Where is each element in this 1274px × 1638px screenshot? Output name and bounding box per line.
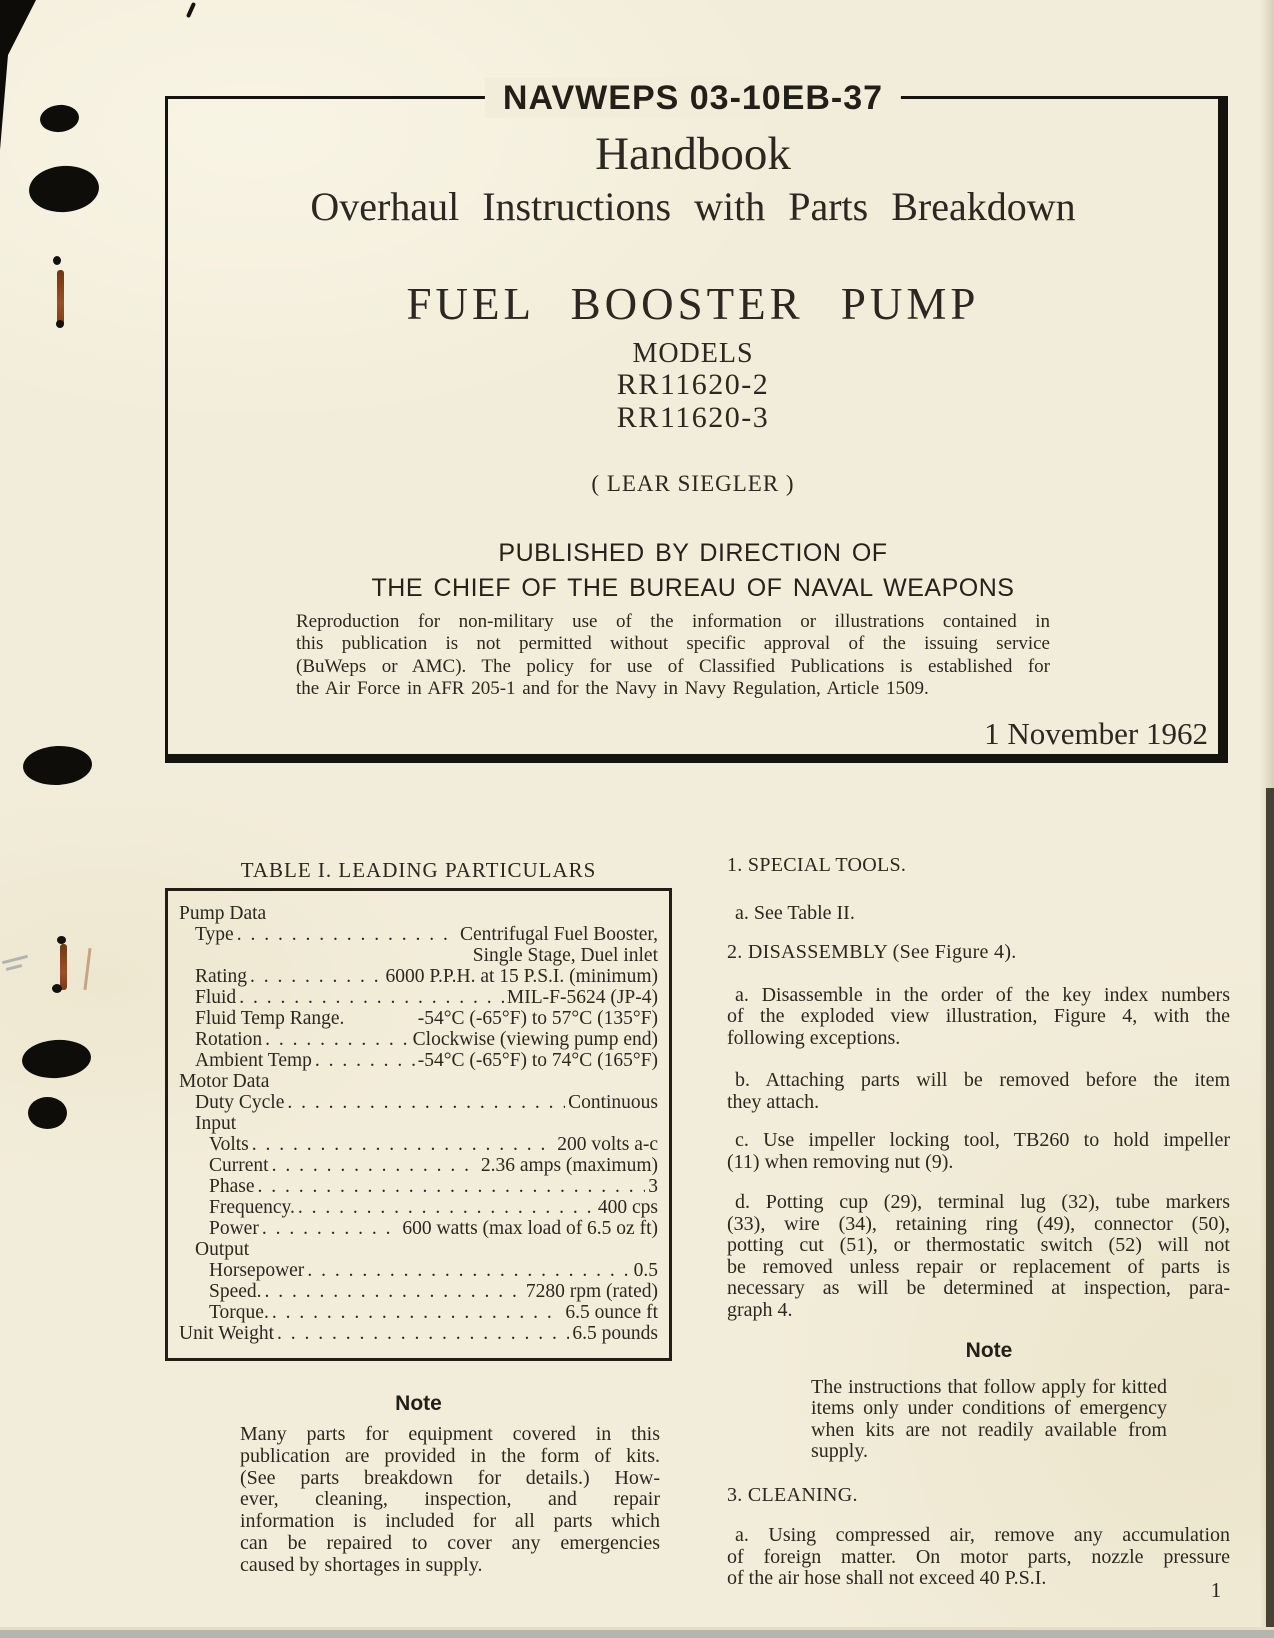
paragraph-line: potting cut (51), or thermostatic switch (52) will not bbox=[727, 1234, 1230, 1256]
paragraph bbox=[727, 1130, 1230, 1173]
table-row bbox=[179, 1239, 658, 1260]
table-row bbox=[179, 1218, 658, 1239]
row-value: 6000 P.P.H. at 15 P.S.I. (minimum) bbox=[385, 966, 658, 987]
section-heading-cleaning: 3. CLEANING. bbox=[727, 1483, 858, 1506]
table-row bbox=[179, 945, 658, 966]
paragraph-line: of the air hose shall not exceed 40 P.S.I. bbox=[727, 1567, 1047, 1589]
row-value: 200 volts a-c bbox=[557, 1134, 658, 1155]
paragraph-line: they attach. bbox=[727, 1090, 820, 1113]
right-note-heading: Note bbox=[965, 1339, 1013, 1362]
row-label: Volts bbox=[209, 1134, 249, 1155]
binder-hole bbox=[27, 164, 100, 215]
table-row bbox=[179, 1260, 658, 1281]
table1-leading-particulars bbox=[165, 888, 672, 1361]
dot-leader bbox=[277, 1323, 569, 1344]
published-by-line: PUBLISHED BY DIRECTION OF bbox=[498, 539, 888, 567]
table-row bbox=[179, 1197, 658, 1218]
row-value: MIL-F-5624 (JP-4) bbox=[506, 987, 658, 1008]
dot-leader bbox=[237, 924, 457, 945]
paragraph bbox=[727, 1070, 1230, 1113]
note-line: (See parts breakdown for details.) How- bbox=[240, 1466, 660, 1489]
paragraph-line: c. Use impeller locking tool, TB260 to hold impeller bbox=[735, 1129, 1230, 1151]
paragraph-line: b. Attaching parts will be removed before the item bbox=[735, 1069, 1230, 1091]
dot-leader bbox=[315, 1050, 415, 1071]
note-line: when kits are not readily available from bbox=[811, 1418, 1167, 1441]
title-handbook: Handbook bbox=[595, 128, 791, 180]
table-row bbox=[179, 1113, 658, 1134]
staple-dot bbox=[57, 936, 66, 944]
note-line: supply. bbox=[811, 1440, 869, 1462]
section-heading-disassembly: 2. DISASSEMBLY (See Figure 4). bbox=[727, 941, 1017, 963]
right-note-text bbox=[811, 1377, 1167, 1463]
table-row bbox=[179, 1176, 658, 1197]
note-line: ever, cleaning, inspection, and repair bbox=[240, 1488, 660, 1511]
notice-line: Reproduction for non-military use of the information or illustrations contained in bbox=[296, 611, 1050, 632]
row-label: Current bbox=[209, 1155, 269, 1176]
dot-leader bbox=[239, 987, 504, 1008]
rusty-staple-mark bbox=[60, 944, 67, 990]
table-row bbox=[179, 924, 658, 945]
table1-title: TABLE I. LEADING PARTICULARS bbox=[240, 858, 597, 882]
table-row bbox=[179, 1134, 658, 1155]
row-value: -54°C (-65°F) to 57°C (135°F) bbox=[417, 1008, 658, 1029]
row-label: Input bbox=[195, 1113, 237, 1134]
rust-scratch bbox=[83, 948, 91, 990]
table-row bbox=[179, 903, 658, 924]
paragraph bbox=[727, 903, 1230, 925]
row-value: 6.5 pounds bbox=[572, 1323, 658, 1344]
paragraph-line: (11) when removing nut (9). bbox=[727, 1150, 954, 1173]
table-row bbox=[179, 987, 658, 1008]
paragraph bbox=[727, 1525, 1230, 1590]
page-right-edge-line bbox=[1266, 788, 1274, 1638]
row-label: Output bbox=[195, 1239, 250, 1260]
page-number: 1 bbox=[1210, 1578, 1222, 1602]
title-block bbox=[165, 79, 1228, 763]
dot-leader bbox=[307, 1260, 630, 1281]
paragraph-line: (33), wire (34), retaining ring (49), connector (50), bbox=[727, 1212, 1230, 1235]
paragraph-line: of foreign matter. On motor parts, nozzle pressure bbox=[727, 1545, 1230, 1568]
notice-line: the Air Force in AFR 205-1 and for the Navy in Navy Regulation, Article 1509. bbox=[296, 678, 929, 700]
row-label: Power bbox=[209, 1218, 259, 1239]
row-label: Frequency. bbox=[209, 1197, 295, 1218]
row-label: Duty Cycle bbox=[195, 1092, 285, 1113]
paragraph-line: following exceptions. bbox=[727, 1026, 901, 1049]
dot-leader bbox=[272, 1302, 563, 1323]
paragraph-line: a. Using compressed air, remove any accumulation bbox=[735, 1524, 1230, 1546]
row-value: 400 cps bbox=[597, 1197, 658, 1218]
note-line: The instructions that follow apply for kitted bbox=[811, 1375, 1167, 1398]
paragraph-line: graph 4. bbox=[727, 1298, 793, 1321]
note-line: items only under conditions of emergency bbox=[811, 1397, 1167, 1419]
row-value: Centrifugal Fuel Booster, bbox=[460, 924, 658, 945]
row-label: Speed. bbox=[209, 1281, 262, 1302]
table-row bbox=[179, 1302, 658, 1323]
binder-hole bbox=[22, 744, 93, 787]
dot-leader bbox=[298, 1197, 595, 1218]
row-value: 2.36 amps (maximum) bbox=[480, 1155, 658, 1176]
row-value: 3 bbox=[648, 1176, 658, 1197]
note-line: Many parts for equipment covered in this bbox=[240, 1423, 660, 1445]
row-label: Rotation bbox=[195, 1029, 263, 1050]
ink-tick-mark bbox=[186, 2, 196, 18]
table-row bbox=[179, 1092, 658, 1113]
row-value: 7280 rpm (rated) bbox=[525, 1281, 658, 1302]
binder-hole bbox=[21, 1038, 92, 1081]
model-number-1: RR11620-2 bbox=[616, 368, 770, 401]
table-row bbox=[179, 1050, 658, 1071]
note-line: information is included for all parts which bbox=[240, 1510, 660, 1533]
row-label: Pump Data bbox=[179, 903, 267, 924]
row-label: Torque. bbox=[209, 1302, 269, 1323]
notice-line: this publication is not permitted without specific approval of the issuing service bbox=[296, 633, 1050, 655]
table-row bbox=[179, 1323, 658, 1344]
dot-leader bbox=[287, 1092, 565, 1113]
section-heading-special-tools: 1. SPECIAL TOOLS. bbox=[727, 854, 907, 876]
note-line: publication are provided in the form of kits. bbox=[240, 1444, 660, 1467]
row-label: Rating bbox=[195, 966, 247, 987]
table-row bbox=[179, 1071, 658, 1092]
publication-date: 1 November 1962 bbox=[984, 716, 1208, 751]
row-value: Clockwise (viewing pump end) bbox=[412, 1029, 658, 1050]
page-bottom-edge bbox=[0, 1630, 1274, 1638]
title-overhaul-instructions: Overhaul Instructions with Parts Breakdown bbox=[310, 184, 1076, 229]
paragraph-line: a. Disassemble in the order of the key index numbers bbox=[735, 983, 1230, 1006]
row-label: Phase bbox=[209, 1176, 255, 1197]
reproduction-notice bbox=[296, 611, 1050, 701]
pencil-smudge bbox=[2, 955, 28, 964]
dot-leader bbox=[258, 1176, 646, 1197]
notice-line: (BuWeps or AMC). The policy for use of Classified Publications is established for bbox=[296, 655, 1050, 677]
dot-leader bbox=[262, 1218, 400, 1239]
manufacturer: ( LEAR SIEGLER ) bbox=[591, 471, 795, 496]
paragraph bbox=[727, 985, 1230, 1050]
dot-leader bbox=[265, 1281, 523, 1302]
row-label: Fluid Temp Range. bbox=[195, 1008, 345, 1029]
note-line: can be repaired to cover any emergencies bbox=[240, 1531, 660, 1554]
row-value: 0.5 bbox=[633, 1260, 658, 1281]
models-label: MODELS bbox=[632, 338, 754, 369]
staple-dot bbox=[56, 320, 64, 328]
staple-dot bbox=[53, 256, 61, 265]
dot-leader bbox=[252, 1134, 555, 1155]
paragraph-line: d. Potting cup (29), terminal lug (32), tube markers bbox=[735, 1191, 1230, 1213]
row-label: Fluid bbox=[195, 987, 237, 1008]
row-value: Single Stage, Duel inlet bbox=[472, 945, 658, 966]
bureau-line: THE CHIEF OF THE BUREAU OF NAVAL WEAPONS bbox=[371, 574, 1015, 602]
paragraph bbox=[727, 1192, 1230, 1321]
row-value: -54°C (-65°F) to 74°C (165°F) bbox=[417, 1050, 658, 1071]
left-note-text bbox=[240, 1424, 660, 1577]
paragraph-line: of the exploded view illustration, Figure 4, with the bbox=[727, 1005, 1230, 1027]
paragraph-line: a. See Table II. bbox=[735, 901, 855, 924]
row-label: Ambient Temp bbox=[195, 1050, 312, 1071]
table-row bbox=[179, 966, 658, 987]
binder-hole bbox=[28, 1097, 67, 1129]
dot-leader bbox=[250, 966, 383, 987]
note-line: caused by shortages in supply. bbox=[240, 1553, 483, 1576]
paragraph-line: be removed unless repair or replacement of parts is bbox=[727, 1255, 1230, 1278]
doc-number: NAVWEPS 03-10EB-37 bbox=[485, 78, 901, 118]
page-corner-fold bbox=[0, 0, 40, 150]
row-label: Unit Weight bbox=[179, 1323, 275, 1344]
binder-hole bbox=[39, 103, 81, 134]
rusty-staple-mark bbox=[57, 270, 64, 326]
table-row bbox=[179, 1281, 658, 1302]
staple-dot bbox=[52, 984, 62, 993]
row-label: Motor Data bbox=[179, 1071, 270, 1092]
table-row bbox=[179, 1155, 658, 1176]
paragraph-line: necessary as will be determined at inspection, para- bbox=[727, 1277, 1230, 1299]
product-title: FUEL BOOSTER PUMP bbox=[406, 279, 980, 329]
row-label: Horsepower bbox=[209, 1260, 305, 1281]
dot-leader bbox=[272, 1155, 478, 1176]
row-value: 6.5 ounce ft bbox=[565, 1302, 658, 1323]
model-number-2: RR11620-3 bbox=[616, 401, 770, 434]
right-column bbox=[727, 855, 1230, 1607]
row-label: Type bbox=[195, 924, 234, 945]
table-row bbox=[179, 1008, 658, 1029]
pencil-smudge bbox=[6, 964, 22, 971]
table-row bbox=[179, 1029, 658, 1050]
row-value: 600 watts (max load of 6.5 oz ft) bbox=[402, 1218, 658, 1239]
dot-leader bbox=[265, 1029, 409, 1050]
row-value: Continuous bbox=[568, 1092, 658, 1113]
left-note-heading: Note bbox=[395, 1392, 442, 1415]
